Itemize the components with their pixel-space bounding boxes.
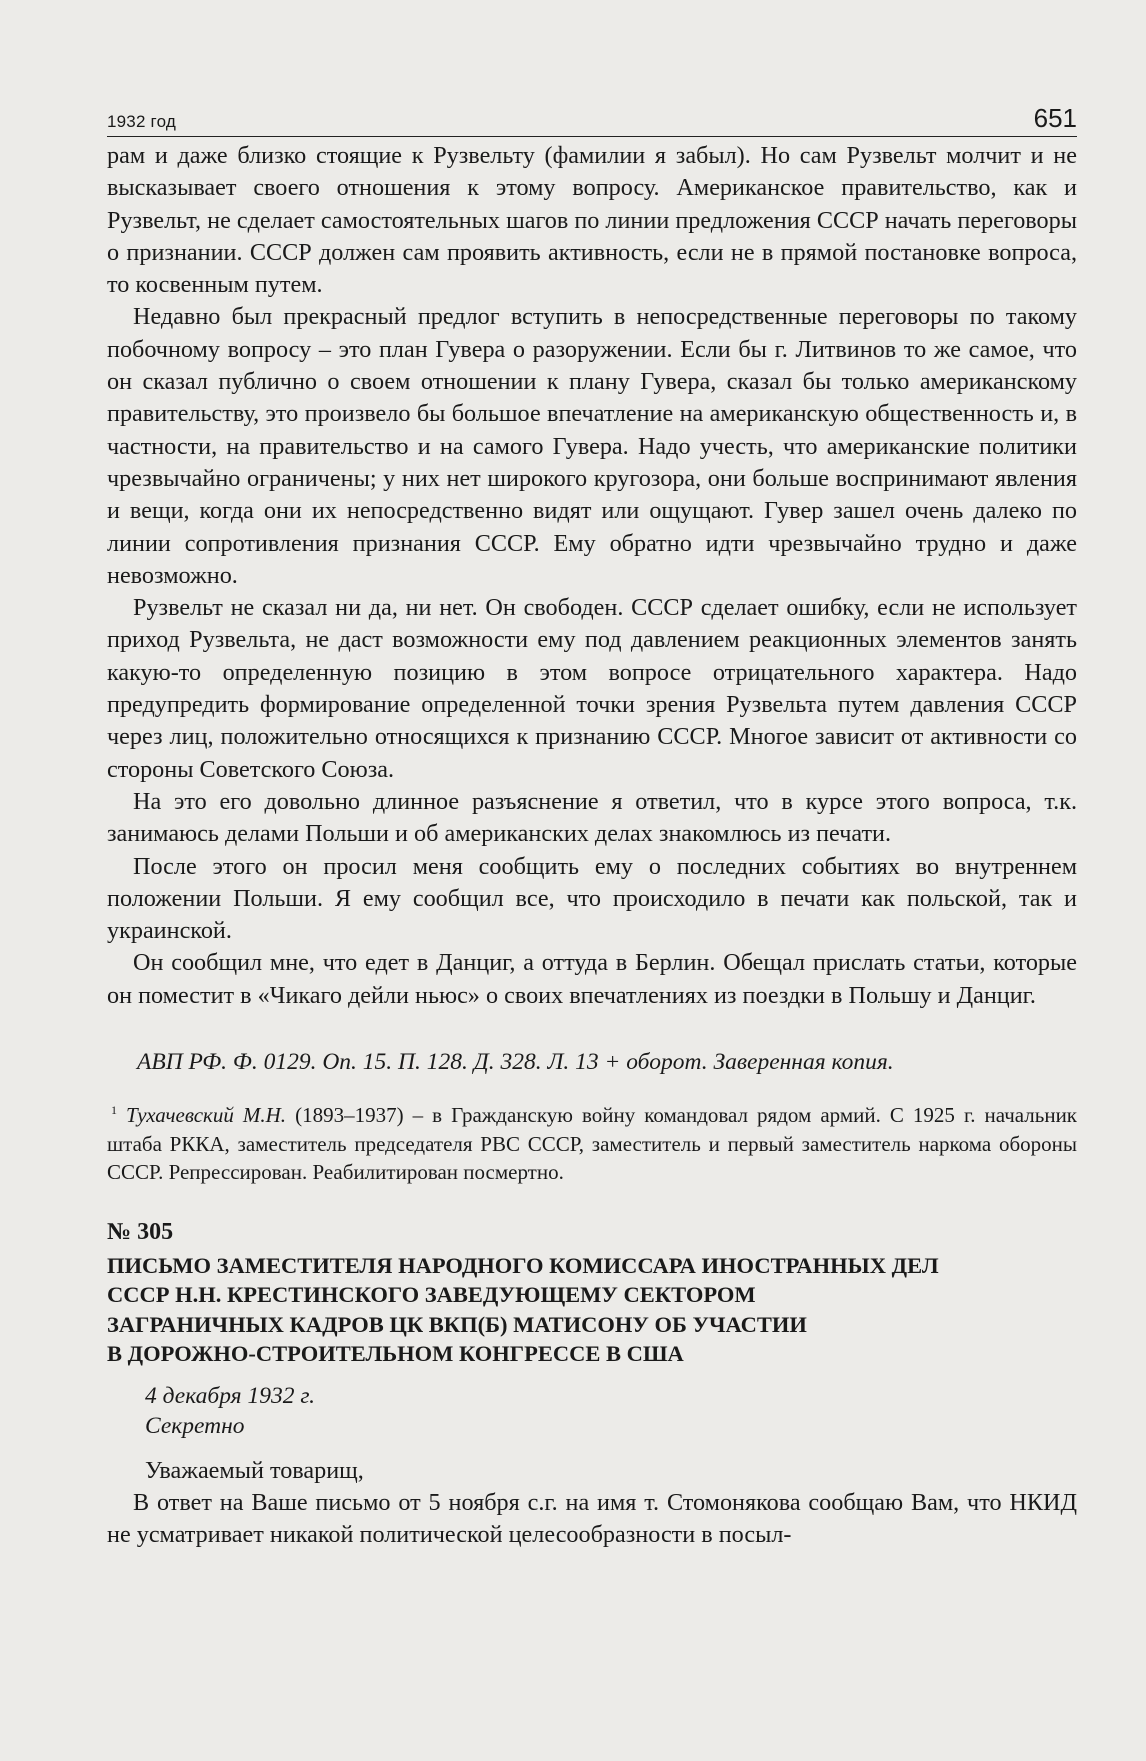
header-year: 1932 год bbox=[107, 112, 176, 131]
archive-source: АВП РФ. Ф. 0129. Оп. 15. П. 128. Д. 328. Л. 13 + оборот. Заверенная копия. bbox=[137, 1049, 894, 1076]
document-date: 4 декабря 1932 г. bbox=[145, 1382, 316, 1409]
document-number: № 305 bbox=[107, 1218, 174, 1245]
document-title-line: ЗАГРАНИЧНЫХ КАДРОВ ЦК ВКП(Б) МАТИСОНУ ОБ УЧАСТИИ bbox=[107, 1311, 807, 1337]
footnote-text: (1893–1937) – в Гражданскую войну командовал рядом армий. С 1925 г. начальник штаба РККА, заместитель председателя РВС СССР, заместитель и первый заместитель наркома обороны СССР. Репрессирован. Реабилитирован посмертно. bbox=[107, 1103, 1078, 1185]
footnote bbox=[107, 1096, 1077, 1187]
paragraph: Он сообщил мне, что едет в Данциг, а оттуда в Берлин. Обещал прислать статьи, которые он поместит в «Чикаго дейли ньюс» о своих впечатлениях из поездки в Польшу и Данциг. bbox=[107, 949, 1077, 1009]
document-classification: Секретно bbox=[145, 1412, 245, 1439]
letter-body: В ответ на Ваше письмо от 5 ноября с.г. на имя т. Стомонякова сообщаю Вам, что НКИД не усматривает никакой политической целесообразности в посыл- bbox=[107, 1488, 1077, 1548]
footnote-mark: 1 bbox=[111, 1103, 117, 1118]
paragraph: Рузвельт не сказал ни да, ни нет. Он свободен. СССР сделает ошибку, если не использует приход Рузвельта, не даст возможности ему под давлением реакционных элементов занять какую-то определенную позицию в этом вопросе отрицательного характера. Надо предупредить формирование определенной точки зрения Рузвельта путем давления СССР через лиц, положительно относящихся к признанию СССР. Многое зависит от активности со стороны Советского Союза. bbox=[107, 594, 1077, 783]
document-title-line: ПИСЬМО ЗАМЕСТИТЕЛЯ НАРОДНОГО КОМИССАРА ИНОСТРАННЫХ ДЕЛ bbox=[107, 1252, 939, 1278]
paragraph: рам и даже близко стоящие к Рузвельту (фамилии я забыл). Но сам Рузвельт молчит и не высказывает своего отношения к этому вопросу. Американское правительство, как и Рузвельт, не сделает самостоятельных шагов по линии предложения СССР начать переговоры о признании. СССР должен сам проявить активность, если не в прямой постановке вопроса, то косвенным путем. bbox=[107, 142, 1077, 299]
page-number: 651 bbox=[1033, 103, 1077, 133]
page-body bbox=[107, 140, 1077, 1551]
running-header bbox=[107, 96, 1077, 137]
paragraph: После этого он просил меня сообщить ему о последних событиях во внутреннем положении Польши. Я ему сообщил все, что происходило в печати как польской, так и украинской. bbox=[107, 852, 1077, 945]
paragraph: На это его довольно длинное разъяснение я ответил, что в курсе этого вопроса, т.к. занимаюсь делами Польши и об американских делах знакомлюсь из печати. bbox=[107, 787, 1077, 848]
document-title bbox=[107, 1251, 1077, 1369]
document-title-line: В ДОРОЖНО-СТРОИТЕЛЬНОМ КОНГРЕССЕ В США bbox=[107, 1341, 684, 1367]
footnote-name: Тухачевский М.Н. bbox=[126, 1103, 287, 1128]
paragraph: Недавно был прекрасный предлог вступить в непосредственные переговоры по такому побочному вопросу – это план Гувера о разоружении. Если бы г. Литвинов то же самое, что он сказал публично о своем отношении к плану Гувера, сказал бы только американскому правительству, это произвело бы большое впечатление на американскую общественность и, в частности, на правительство и на самого Гувера. Надо учесть, что американские политики чрезвычайно ограничены; у них нет широкого кругозора, они больше воспринимают явления и вещи, когда они их непосредственно видят или ощущают. Гувер зашел очень далеко по линии сопротивления признания СССР. Ему обратно идти чрезвычайно трудно и даже невозможно. bbox=[107, 303, 1077, 589]
document-title-line: СССР Н.Н. КРЕСТИНСКОГО ЗАВЕДУЮЩЕМУ СЕКТОРОМ bbox=[107, 1282, 756, 1308]
letter-greeting: Уважаемый товарищ, bbox=[145, 1456, 364, 1484]
